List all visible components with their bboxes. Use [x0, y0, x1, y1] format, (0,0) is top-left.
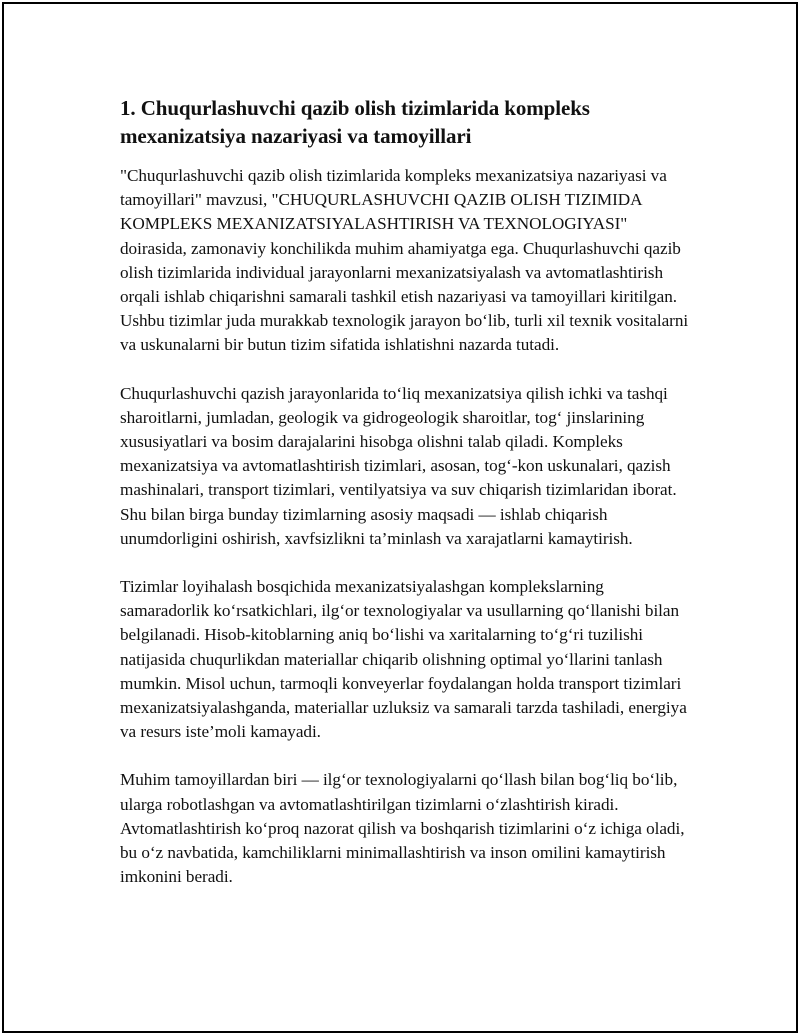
paragraph-3: Tizimlar loyihalash bosqichida mexanizatsiyalashgan komplekslarning samaradorlik ko‘rsatkichlari, ilg‘or texnologiyalar va usullarning qo‘llanishi bilan belgilanadi. Hisob-kitoblarning aniq bo‘lishi va xaritalarning to‘g‘ri tuzilishi natijasida chuqurlikdan materiallar chiqarib olishning optimal yo‘llarini tanlash mumkin. Misol uchun, tarmoqli konveyerlar foydalangan holda transport tizimlari mexanizatsiyalashganda, materiallar uzluksiz va samarali tarzda tashiladi, energiya va resurs iste’moli kamayadi. — [120, 577, 687, 742]
paragraph-2: Chuqurlashuvchi qazish jarayonlarida to‘liq mexanizatsiya qilish ichki va tashqi sharoitlarni, jumladan, geologik va gidrogeologik sharoitlar, tog‘ jinslarining xususiyatlari va bosim darajalarini hisobga olishni talab qiladi. Kompleks mexanizatsiya va avtomatlashtirish tizimlari, asosan, tog‘-kon uskunalari, qazish mashinalari, transport tizimlari, ventilyatsiya va suv chiqarish tizimlaridan iborat. Shu bilan birga bunday tizimlarning asosiy maqsadi — ishlab chiqarish unumdorligini oshirish, xavfsizlikni ta’minlash va xarajatlarni kamaytirish. — [120, 383, 677, 548]
document-page — [2, 2, 798, 1033]
paragraph-1: "Chuqurlashuvchi qazib olish tizimlarida kompleks mexanizatsiya nazariyasi va tamoyillari" mavzusi, "CHUQURLASHUVCHI QAZIB OLISH TIZIMIDA KOMPLEKS MEXANIZATSIYALASHTIRISH VA TEXNOLOGIYASI" doirasida, zamonaviy konchilikda muhim ahamiyatga ega. Chuqurlashuvchi qazib olish tizimlarida individual jarayonlarni mexanizatsiyalash va avtomatlashtirish orqali ishlab chiqarishni samarali tashkil etish nazariyasi va tamoyillari kiritilgan. Ushbu tizimlar juda murakkab texnologik jarayon bo‘lib, turli xil texnik vositalarni va uskunalarni bir butun tizim sifatida ishlatishni nazarda tutadi. — [120, 166, 689, 355]
paragraph-4: Muhim tamoyillardan biri — ilg‘or texnologiyalarni qo‘llash bilan bog‘liq bo‘lib, ularga robotlashgan va avtomatlashtirilgan tizimlarni o‘zlashtirish kiradi. Avtomatlashtirish ko‘proq nazorat qilish va boshqarish tizimlarini o‘z ichiga oladi, bu o‘z navbatida, kamchiliklarni minimallashtirish va inson omilini kamaytirish imkonini beradi. — [120, 770, 685, 887]
section-heading: 1. Chuqurlashuvchi qazib olish tizimlarida kompleks mexanizatsiya nazariyasi va tamoyillari — [120, 96, 590, 148]
document-content — [120, 94, 695, 913]
